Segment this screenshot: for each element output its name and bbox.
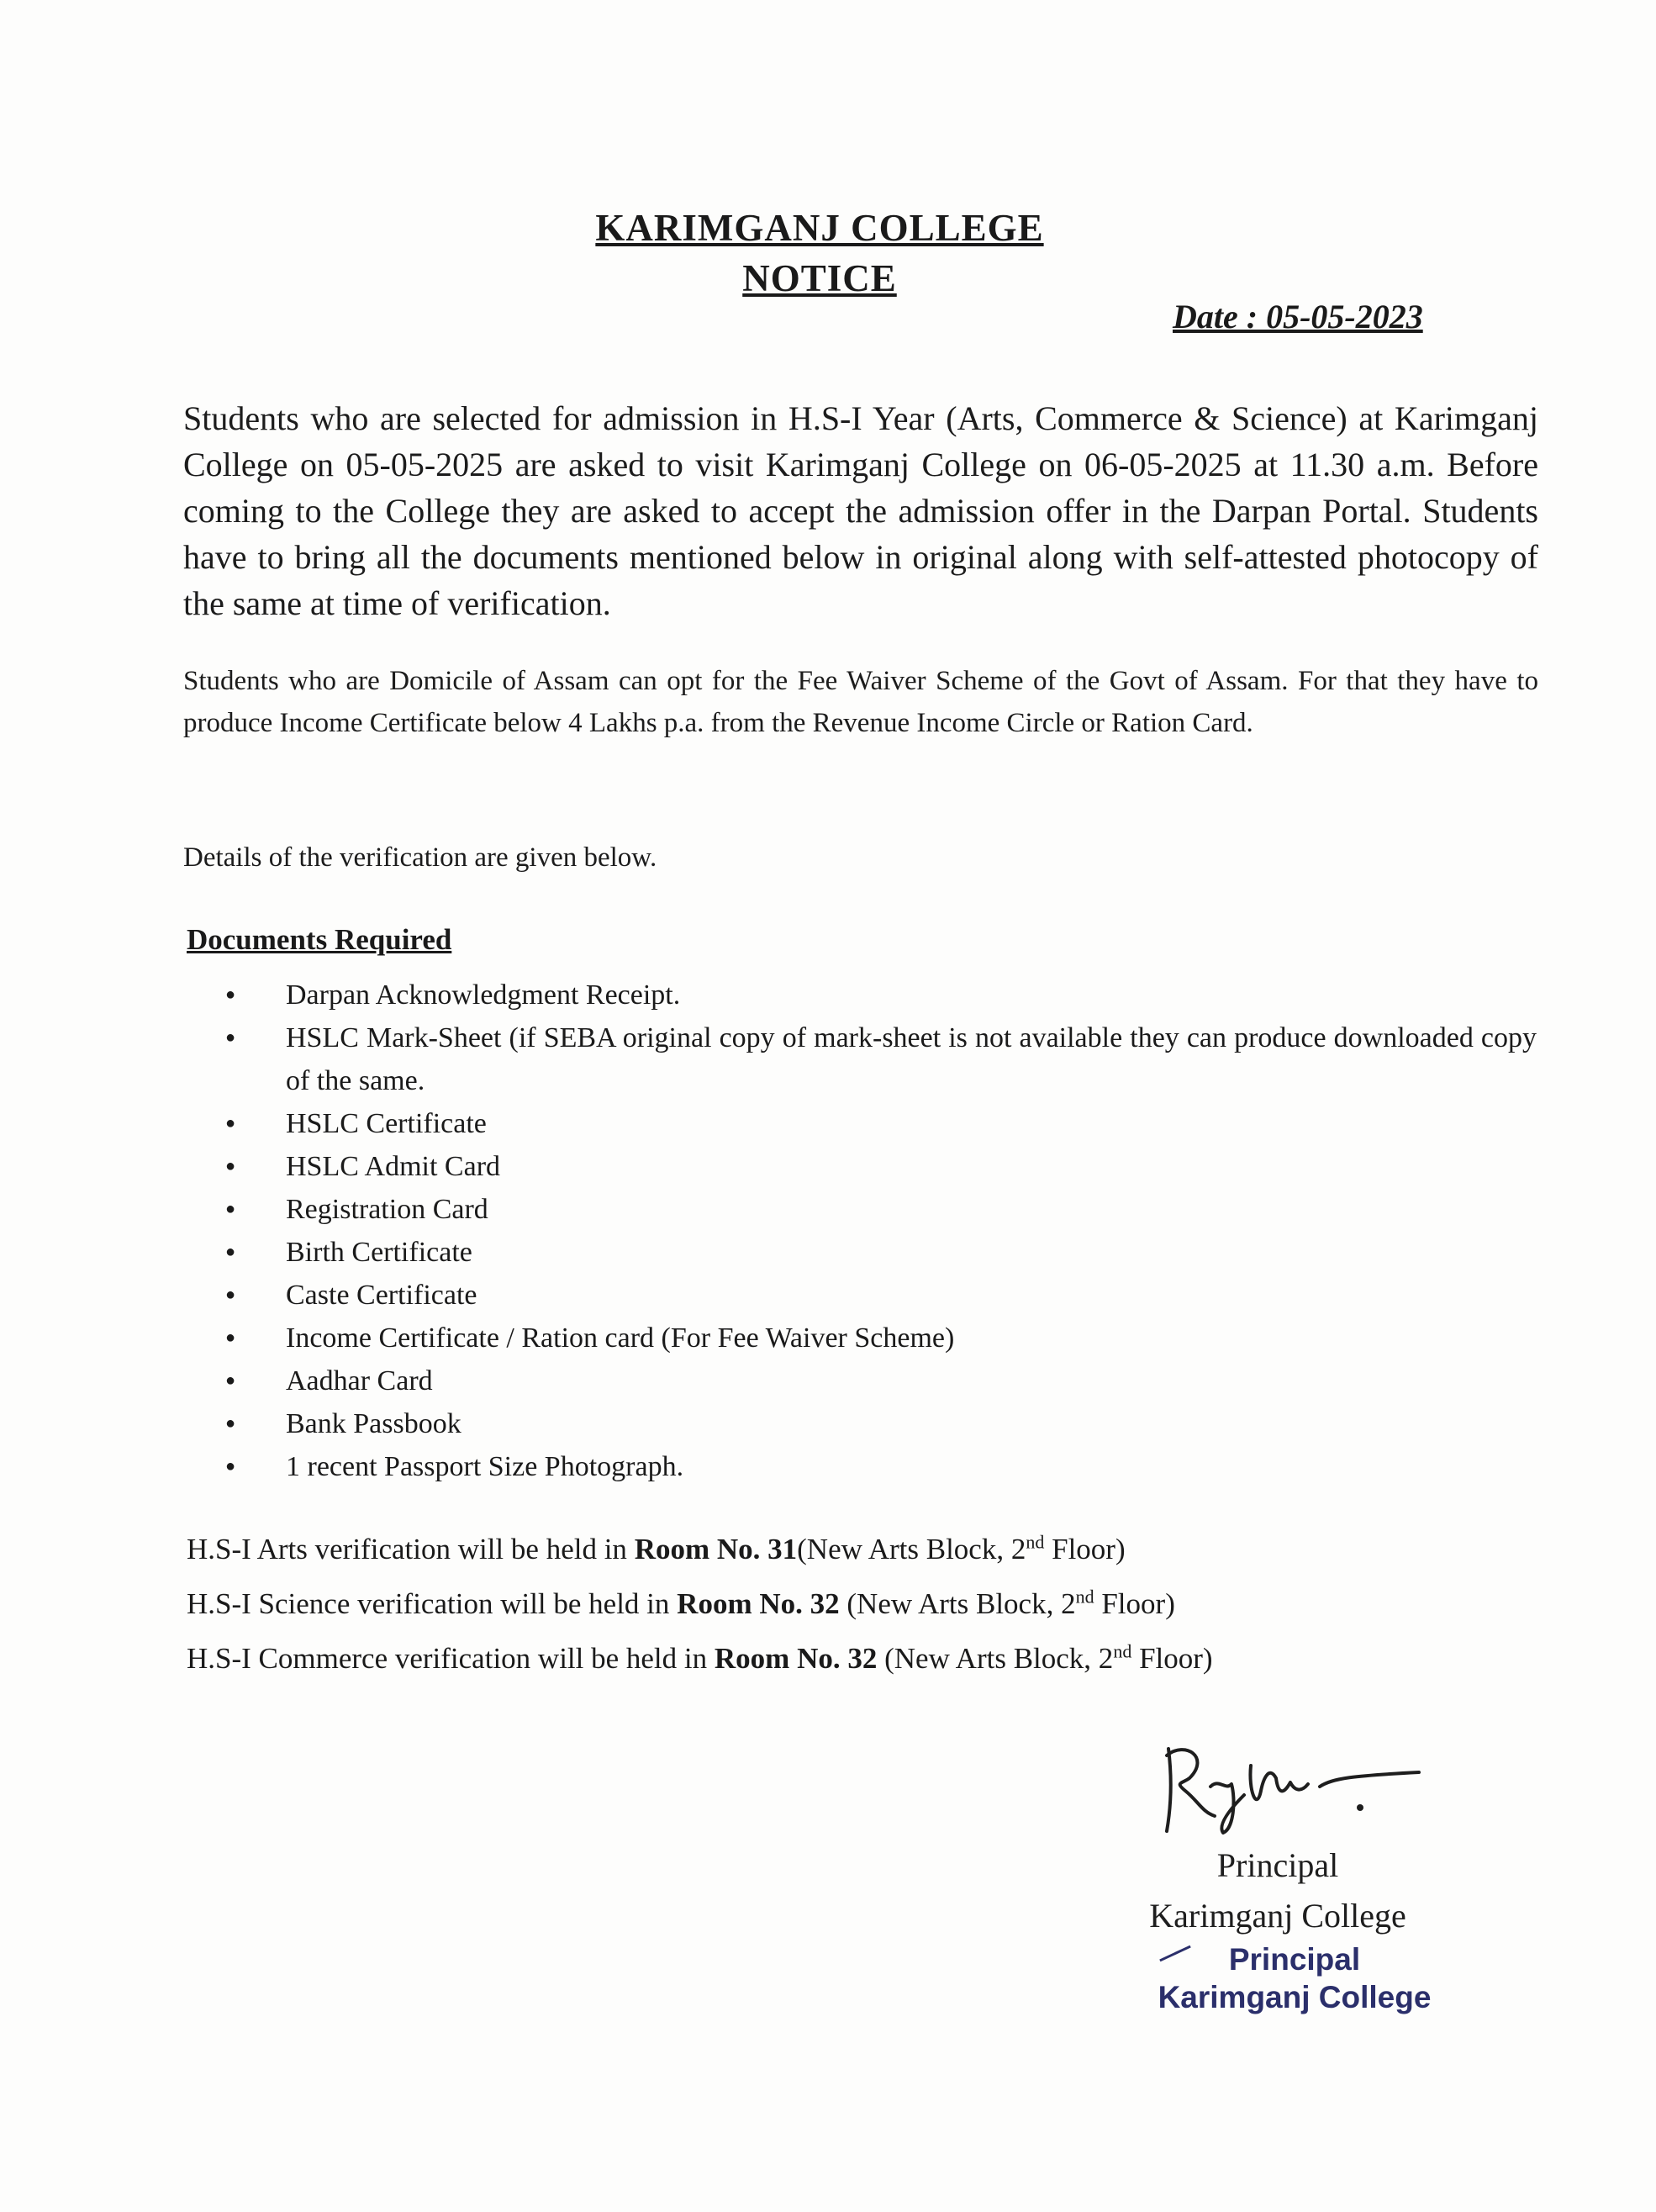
admission-paragraph: Students who are selected for admission in H.S-I Year (Arts, Commerce & Science) at Karimganj College on 05-05-2025 are asked to visit Karimganj College on 06-05-2025 at 11.30 a.m. Before coming to the College they are asked to accept the admission offer in the Darpan Portal. Students have to bring all the documents mentioned below in original along with self-attested photocopy of the same at time of verification.	[183, 399, 1538, 622]
list-item: ● Darpan Acknowledgment Receipt.	[217, 974, 1537, 1016]
commerce-verification-text: H.S-I Commerce verification will be held in	[187, 1642, 715, 1675]
notice-heading: NOTICE	[742, 257, 897, 299]
list-item: ● 1 recent Passport Size Photograph.	[217, 1445, 1537, 1488]
science-room-number: Room No. 32	[677, 1587, 840, 1620]
commerce-room-number: Room No. 32	[714, 1642, 878, 1675]
arts-floor-suffix: nd	[1026, 1531, 1045, 1553]
list-item: ● HSLC Certificate	[217, 1102, 1537, 1145]
commerce-floor-suffix: nd	[1113, 1640, 1132, 1662]
college-name-heading: KARIMGANJ COLLEGE	[595, 207, 1044, 249]
commerce-location: (New Arts Block, 2	[877, 1642, 1114, 1675]
arts-floor: Floor)	[1044, 1533, 1126, 1565]
documents-heading: Documents Required	[187, 923, 452, 956]
list-item: ● Caste Certificate	[217, 1274, 1537, 1317]
verification-intro: Details of the verification are given below.	[183, 842, 657, 873]
arts-room-number: Room No. 31	[634, 1533, 798, 1565]
documents-list	[217, 974, 1537, 1488]
notice-date: Date : 05-05-2023	[1173, 298, 1423, 335]
commerce-verification-line	[187, 1638, 1565, 1680]
list-item: ● HSLC Admit Card	[217, 1145, 1537, 1188]
signatory-designation: Principal	[1216, 1846, 1339, 1884]
science-verification-text: H.S-I Science verification will be held in	[187, 1587, 678, 1620]
stamp-institution: Karimganj College	[1158, 1980, 1432, 2014]
list-item: ● HSLC Mark-Sheet (if SEBA original copy of mark-sheet is not available they can produce downloaded copy of the same.	[217, 1016, 1537, 1102]
list-item: ● Birth Certificate	[217, 1231, 1537, 1274]
commerce-floor: Floor)	[1131, 1642, 1213, 1675]
science-verification-line	[187, 1583, 1565, 1625]
science-location: (New Arts Block, 2	[839, 1587, 1076, 1620]
list-item: ● Bank Passbook	[217, 1402, 1537, 1445]
science-floor-suffix: nd	[1075, 1586, 1094, 1608]
list-item: ● Income Certificate / Ration card (For Fee Waiver Scheme)	[217, 1317, 1537, 1359]
arts-location: (New Arts Block, 2	[797, 1533, 1026, 1565]
list-item: ● Aadhar Card	[217, 1359, 1537, 1402]
stamp-designation: Principal	[1228, 1942, 1361, 1977]
arts-verification-line	[187, 1528, 1565, 1571]
science-floor: Floor)	[1094, 1587, 1175, 1620]
principal-signature	[1152, 1732, 1429, 1841]
list-item: ● Registration Card	[217, 1188, 1537, 1231]
fee-waiver-paragraph: Students who are Domicile of Assam can opt for the Fee Waiver Scheme of the Govt of Assam. For that they have to produce Income Certificate below 4 Lakhs p.a. from the Revenue Income Circle or Ration Card.	[183, 666, 1538, 738]
arts-verification-text: H.S-I Arts verification will be held in	[187, 1533, 635, 1565]
signatory-institution: Karimganj College	[1149, 1897, 1406, 1935]
